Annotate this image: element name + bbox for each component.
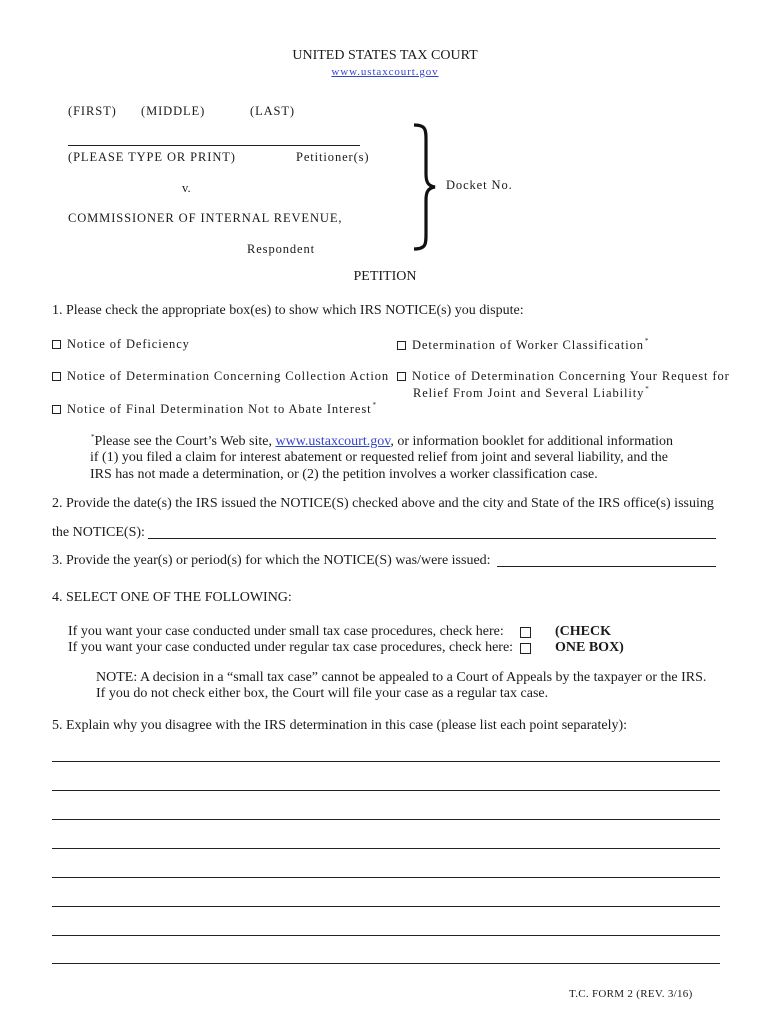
collection-action-label: Notice of Determination Concerning Collection Action [67,369,390,383]
abate-asterisk: * [372,401,377,409]
deficiency-label: Notice of Deficiency [67,337,190,351]
explanation-line-2[interactable] [52,790,720,791]
respondent-name: COMMISSIONER OF INTERNAL REVENUE, [68,211,343,225]
check-one-box-line2: ONE BOX) [555,640,624,655]
type-or-print-label: (PLEASE TYPE OR PRINT) [68,150,236,164]
court-name: UNITED STATES TAX COURT [292,48,478,63]
question-5-text: 5. Explain why you disagree with the IRS determination in this case (please list each point separately): [52,718,628,733]
explanation-line-5[interactable] [52,877,720,878]
collection-action-checkbox[interactable] [52,372,61,381]
worker-classification-checkbox[interactable] [397,341,406,350]
abate-interest-label: Notice of Final Determination Not to Abate Interest [67,402,372,416]
question-4-text: 4. SELECT ONE OF THE FOLLOWING: [52,590,292,605]
abate-interest-checkbox[interactable] [52,405,61,414]
first-name-label: (FIRST) [68,104,117,118]
petitioners-label: Petitioner(s) [296,150,370,164]
joint-relief-label-line1: Notice of Determination Concerning Your Request for [412,369,730,383]
footnote-line3: IRS has not made a determination, or (2) the petition involves a worker classification case. [90,467,598,482]
joint-relief-label-line2: Relief From Joint and Several Liability [413,386,645,400]
question-3-text: 3. Provide the year(s) or period(s) for which the NOTICE(S) was/were issued: [52,553,491,568]
regular-case-checkbox[interactable] [520,643,531,654]
small-case-note-line2: If you do not check either box, the Court will file your case as a regular tax case. [96,686,549,701]
docket-number-label: Docket No. [446,178,513,192]
form-identifier: T.C. FORM 2 (REV. 3/16) [569,988,693,1000]
court-website-link[interactable] [0,66,770,78]
check-one-box-line1: (CHECK [555,624,611,639]
petitioner-name-field-line[interactable] [68,145,360,146]
worker-asterisk: * [644,337,650,345]
court-website-text[interactable]: www.ustaxcourt.gov [331,66,439,78]
explanation-line-1[interactable] [52,761,720,762]
deficiency-checkbox[interactable] [52,340,61,349]
option-collection-action[interactable] [52,369,389,384]
last-name-label: (LAST) [250,104,295,118]
tax-years-field-line[interactable] [497,566,716,567]
worker-classification-label: Determination of Worker Classification [412,338,644,352]
explanation-line-3[interactable] [52,819,720,820]
small-case-text: If you want your case conducted under small tax case procedures, check here: [68,624,504,639]
small-case-note-line1: NOTE: A decision in a “small tax case” cannot be appealed to a Court of Appeals by the taxpayer or the IRS. [96,670,707,685]
footnote-prefix: Please see the Court’s Web site, [94,434,276,449]
footnote-line1 [90,433,673,450]
explanation-line-7[interactable] [52,935,720,936]
footnote-asterisk: * [91,433,95,441]
notice-dates-field-line[interactable] [148,538,716,539]
caption-brace [408,122,438,252]
joint-relief-checkbox[interactable] [397,372,406,381]
footnote-line2: if (1) you filed a claim for interest abatement or requested relief from joint and several liability, and the [90,450,668,465]
question-2-line1: 2. Provide the date(s) the IRS issued the NOTICE(S) checked above and the city and State of the IRS office(s) issuing [52,496,714,511]
small-case-checkbox[interactable] [520,627,531,638]
option-worker-classification[interactable] [397,337,649,353]
question-2-line2: the NOTICE(S): [52,525,145,540]
footnote-suffix: , or information booklet for additional information [390,434,673,449]
joint-relief-asterisk: * [645,385,650,393]
respondent-label: Respondent [247,242,316,256]
petition-title: PETITION [353,269,417,284]
regular-case-text: If you want your case conducted under regular tax case procedures, check here: [68,640,514,655]
footnote-website-link[interactable]: www.ustaxcourt.gov [275,434,391,449]
option-notice-of-deficiency[interactable] [52,337,190,352]
explanation-line-8[interactable] [52,963,720,964]
explanation-line-4[interactable] [52,848,720,849]
explanation-line-6[interactable] [52,906,720,907]
versus-label: v. [182,181,191,195]
joint-relief-line2 [413,385,650,401]
question-1-text: 1. Please check the appropriate box(es) to show which IRS NOTICE(s) you dispute: [52,303,524,318]
option-abate-interest[interactable] [52,401,377,417]
middle-name-label: (MIDDLE) [141,104,206,118]
option-joint-several-relief[interactable] [397,369,730,384]
